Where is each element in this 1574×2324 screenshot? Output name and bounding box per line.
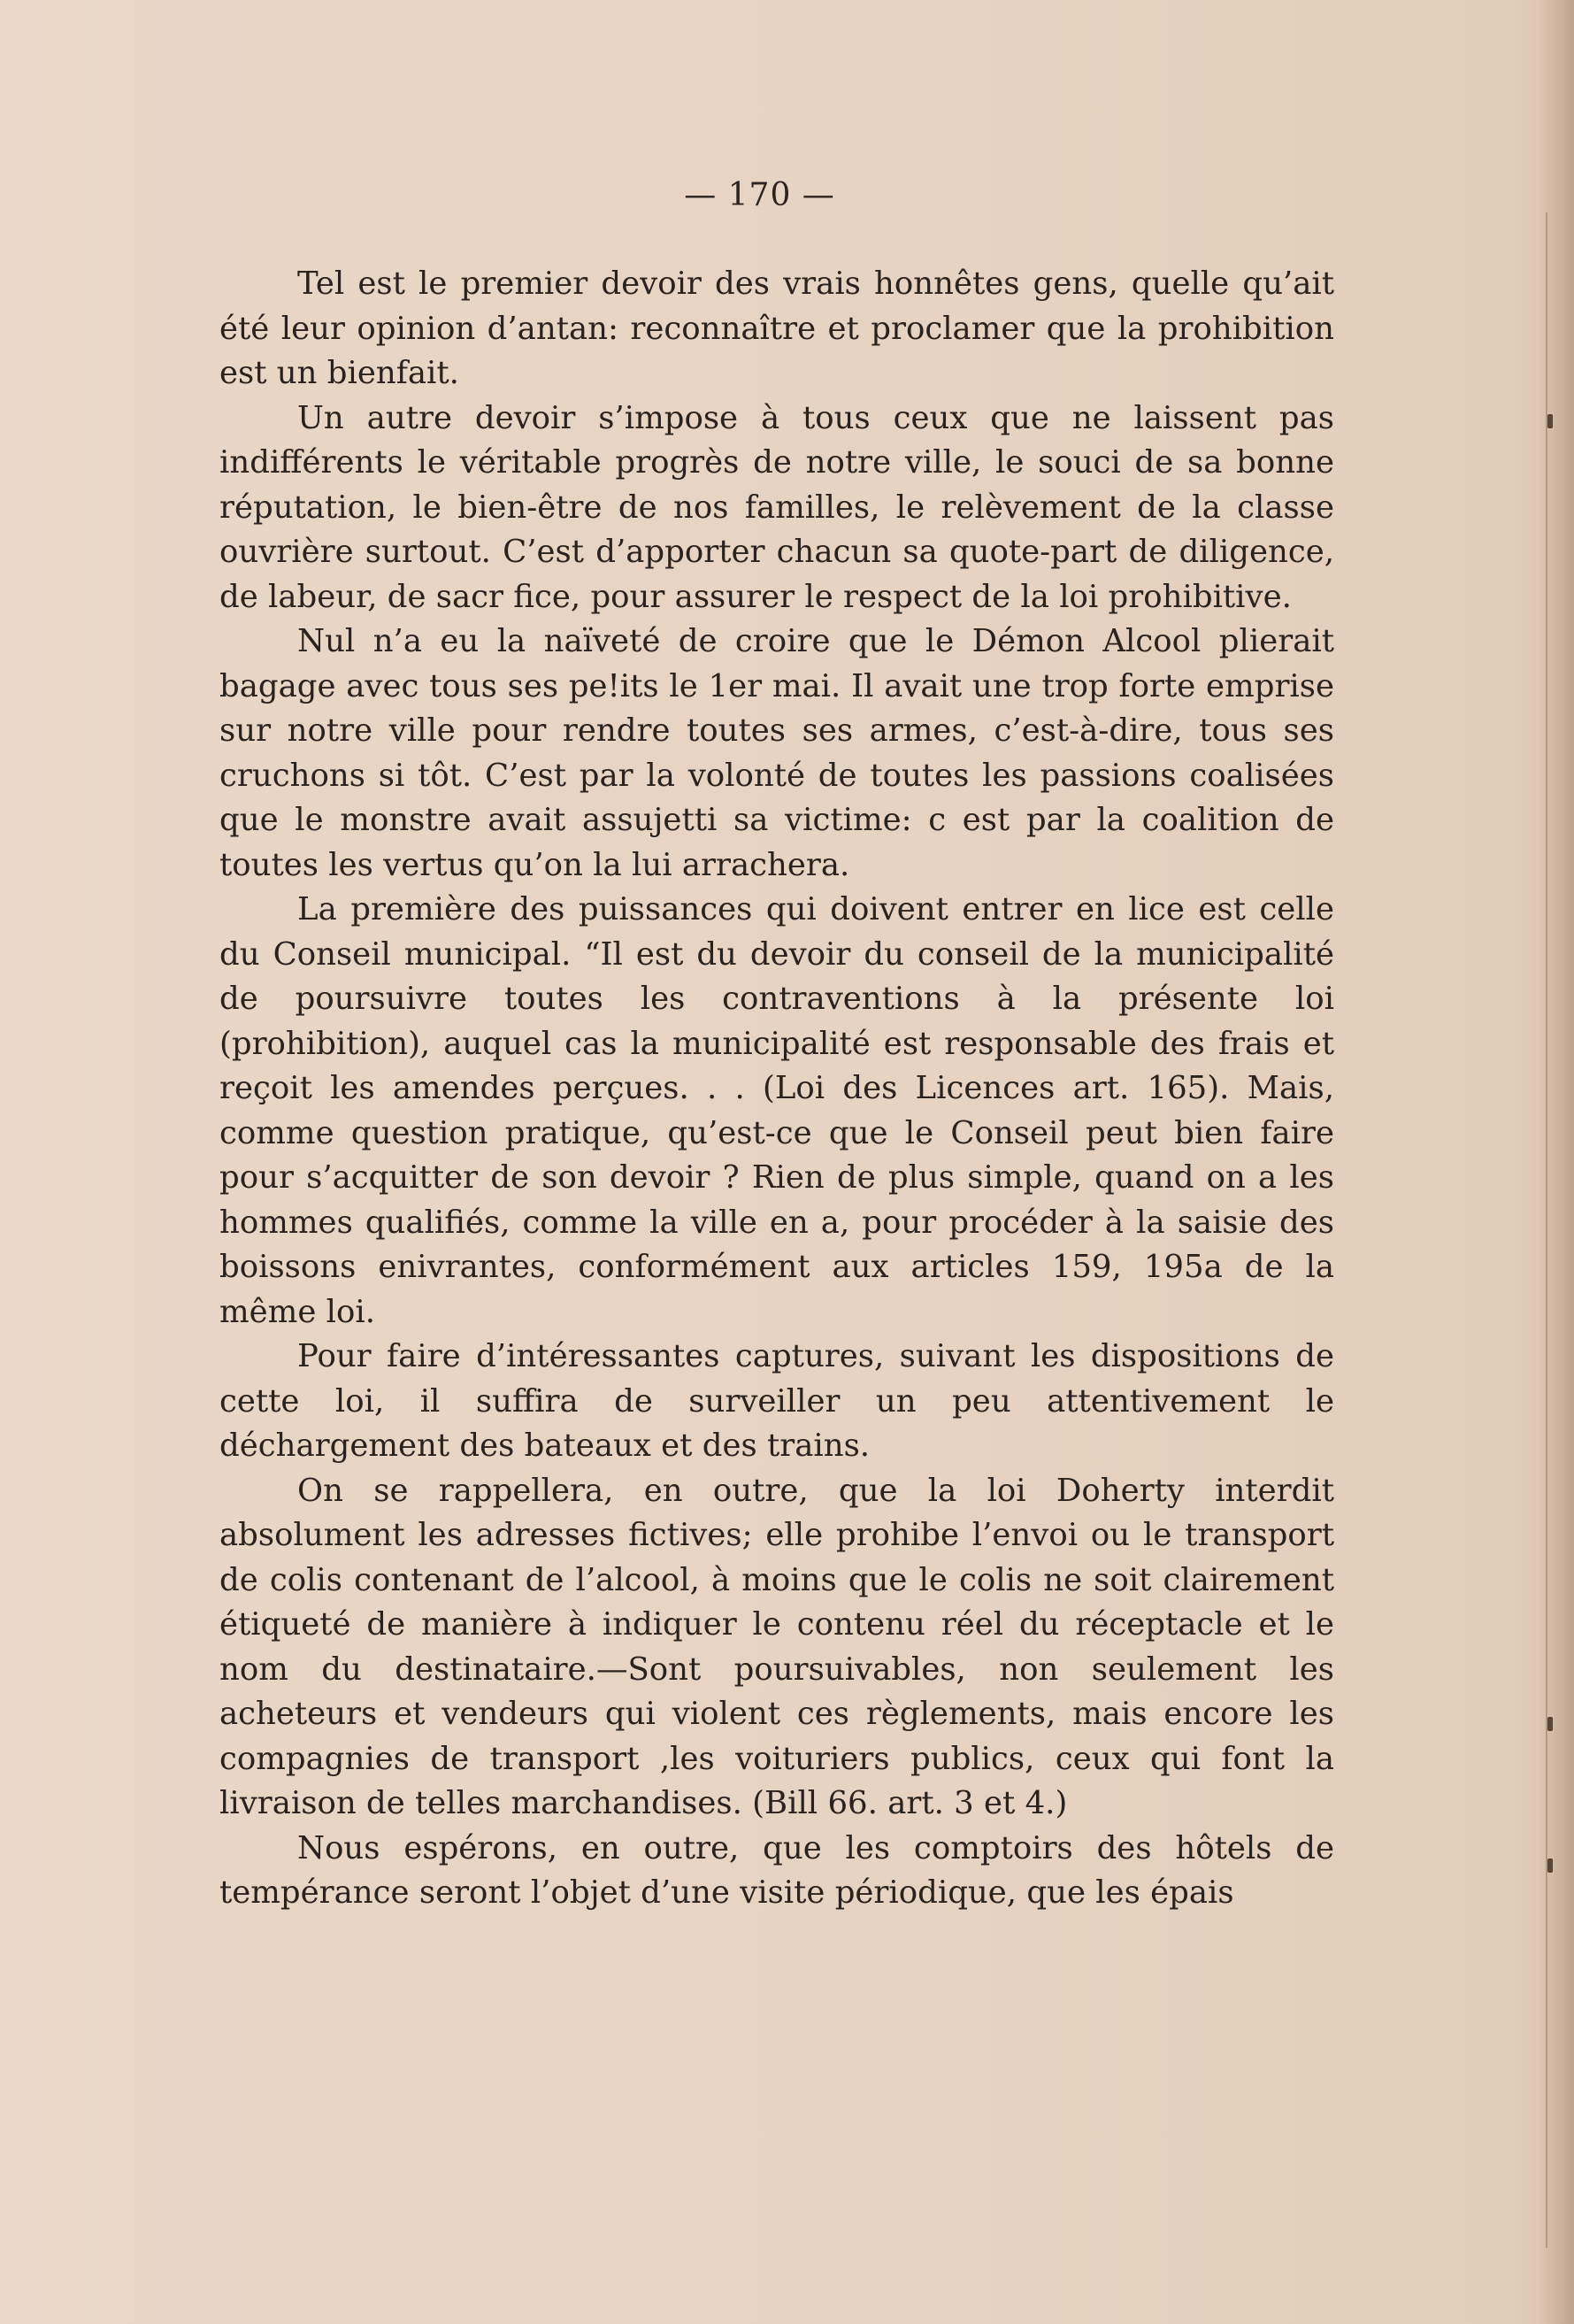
- paragraph: Un autre devoir s’impose à tous ceux que ne laissent pas indifférents le véritable progrès de notre ville, le souci de sa bonne réputation, le bien-être de nos familles, le relèvement de la classe ouvrière surtout. C’est d’apporter chacun sa quote-part de diligence, de labeur, de sacr fice, pour assurer le respect de la loi prohibitive.: [219, 399, 1334, 615]
- page-edge-shadow: [1539, 0, 1574, 2324]
- paragraph: Nul n’a eu la naïveté de croire que le Démon Alcool plierait bagage avec tous ses pe!its le 1er mai. Il avait une trop forte emprise sur notre ville pour rendre toutes ses armes, c’est-à-dire, tous ses cruchons si tôt. C’est par la volonté de toutes les passions coalisées que le monstre avait assujetti sa victime: c est par la coalition de toutes les vertus qu’on la lui arrachera.: [219, 623, 1334, 883]
- paragraph: Pour faire d’intéressantes captures, suivant les dispositions de cette loi, il suffira de surveiller un peu attentivement le déchargement des bateaux et des trains.: [219, 1338, 1334, 1464]
- paragraph: Nous espérons, en outre, que les comptoirs des hôtels de tempérance seront l’objet d’une visite périodique, que les épais: [219, 1829, 1334, 1911]
- edge-mark: [1547, 414, 1553, 428]
- paragraph: On se rappellera, en outre, que la loi Doherty interdit absolument les adresses fictives; elle prohibe l’envoi ou le transport de colis contenant de l’alcool, à moins que le colis ne soit clairement étiqueté de manière à indiquer le contenu réel du réceptacle et le nom du destinataire.—Sont poursuivables, non seulement les acheteurs et vendeurs qui violent ces règlements, mais encore les compagnies de transport ,les voituriers publics, ceux qui font la livraison de telles marchandises. (Bill 66. art. 3 et 4.): [219, 1472, 1334, 1821]
- edge-mark: [1547, 1858, 1553, 1873]
- page-number: — 170 —: [684, 177, 835, 213]
- page-edge-line: [1546, 212, 1547, 2248]
- paragraph: Tel est le premier devoir des vrais honnêtes gens, quelle qu’ait été leur opinion d’antan: reconnaître et proclamer que la prohibition est un bienfait.: [219, 265, 1334, 391]
- body-text: [219, 262, 1334, 1916]
- paragraph: La première des puissances qui doivent entrer en lice est celle du Conseil municipal. “Il est du devoir du conseil de la municipalité de poursuivre toutes les contraventions à la présente loi (prohibition), auquel cas la municipalité est responsable des frais et reçoit les amendes perçues. . . (Loi des Licences art. 165). Mais, comme question pratique, qu’est-ce que le Conseil peut bien faire pour s’acquitter de son devoir ? Rien de plus simple, quand on a les hommes qualifiés, comme la ville en a, pour procéder à la saisie des boissons enivrantes, conformément aux articles 159, 195a de la même loi.: [219, 891, 1334, 1330]
- edge-mark: [1547, 1717, 1553, 1731]
